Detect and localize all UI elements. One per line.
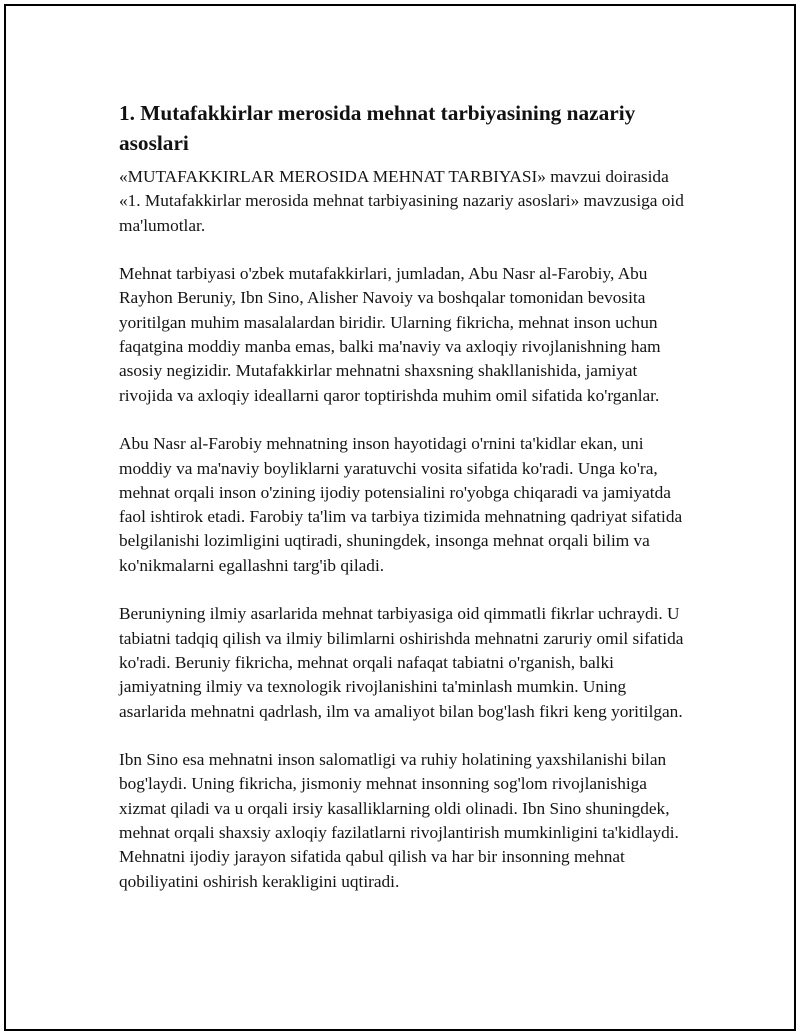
paragraph-beruniy: Beruniyning ilmiy asarlarida mehnat tarbiyasiga oid qimmatli fikrlar uchraydi. U tabiatni tadqiq qilish va ilmiy bilimlarni oshirishda mehnatni zaruriy omil sifatida ko'radi. Beruniy fikricha, mehnat orqali nafaqat tabiatni o'rganish, balki jamiyatning ilmiy va texnologik rivojlanishini ta'minlash mumkin. Uning asarlarida mehnatni qadrlash, ilm va amaliyot bilan bog'lash fikri keng yoritilgan. [119, 604, 684, 721]
paragraph-farobiy: Abu Nasr al-Farobiy mehnatning inson hayotidagi o'rnini ta'kidlar ekan, uni moddiy va ma'naviy boyliklarni yaratuvchi vosita sifatida ko'radi. Unga ko'ra, mehnat orqali inson o'zining ijodiy potensialini ro'yobga chiqaradi va jamiyatda faol ishtirok etadi. Farobiy ta'lim va tarbiya tizimida mehnatning qadriyat sifatida belgilanishi lozimligini uqtiradi, shuningdek, insonga mehnat orqali bilim va ko'nikmalarni egallashni targ'ib qiladi. [119, 434, 683, 575]
document-page [4, 4, 796, 1031]
paragraph-overview: Mehnat tarbiyasi o'zbek mutafakkirlari, jumladan, Abu Nasr al-Farobiy, Abu Rayhon Beruniy, Ibn Sino, Alisher Navoiy va boshqalar tomonidan bevosita yoritilgan muhim masalalardan biridir. Ularning fikricha, mehnat inson uchun faqatgina moddiy manba emas, balki ma'naviy va axloqiy rivojlanishning ham asosiy negizidir. Mutafakkirlar mehnatni shaxsning shakllanishida, jamiyat rivojida va axloqiy ideallarni qaror toptirishda muhim omil sifatida ko'rganlar. [119, 264, 661, 405]
intro-paragraph: «MUTAFAKKIRLAR MEROSIDA MEHNAT TARBIYASI» mavzui doirasida «1. Mutafakkirlar merosida mehnat tarbiyasining nazariy asoslari» mavzusiga oid ma'lumotlar. [119, 167, 684, 235]
document-title: 1. Mutafakkirlar merosida mehnat tarbiyasining nazariy asoslari [119, 101, 636, 155]
document-body [119, 98, 694, 918]
paragraph-ibn-sino: Ibn Sino esa mehnatni inson salomatligi va ruhiy holatining yaxshilanishi bilan bog'laydi. Uning fikricha, jismoniy mehnat insonning sog'lom rivojlanishiga xizmat qiladi va u orqali irsiy kasalliklarning oldi olinadi. Ibn Sino shuningdek, mehnat orqali shaxsiy axloqiy fazilatlarni rivojlantirish mumkinligini ta'kidlaydi. Mehnatni ijodiy jarayon sifatida qabul qilish va har bir insonning mehnat qobiliyatini oshirish kerakligini uqtiradi. [119, 750, 679, 891]
